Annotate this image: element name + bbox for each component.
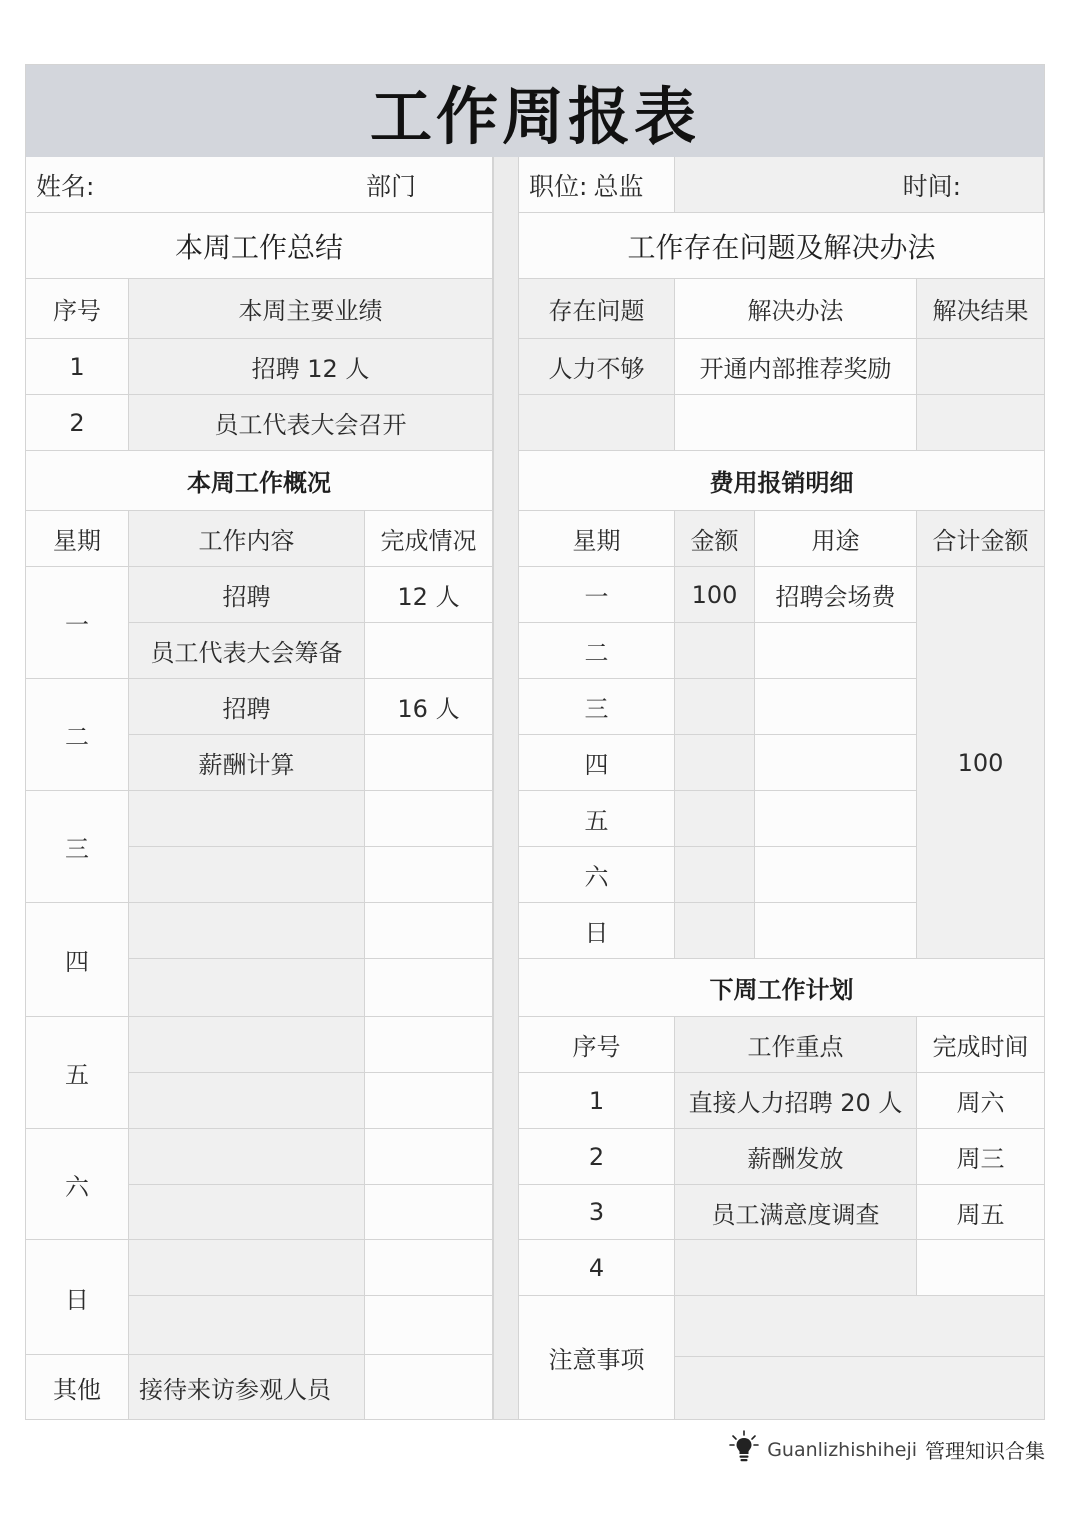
expenses-day-cell: 四 [519,735,675,791]
expenses-amount-cell[interactable] [675,847,755,903]
overview-status-cell[interactable] [365,1240,493,1296]
overview-status-cell[interactable] [365,1185,493,1240]
expenses-purpose-cell[interactable] [755,679,917,735]
name-field[interactable] [26,157,493,213]
overview-day: 四 [26,903,129,1017]
expenses-purpose-cell[interactable] [755,791,917,847]
expenses-purpose-cell[interactable] [755,735,917,791]
overview-content-cell[interactable] [129,1185,365,1240]
expenses-amount-cell[interactable] [675,791,755,847]
expenses-amount-cell[interactable] [675,679,755,735]
summary-row-no: 2 [26,395,129,451]
expenses-day-cell: 二 [519,623,675,679]
expenses-day-cell: 日 [519,903,675,959]
overview-col-content: 工作内容 [129,511,365,567]
name-label: 姓名: [36,171,95,201]
plan-no-cell: 2 [519,1129,675,1185]
overview-status-cell[interactable] [365,623,493,679]
plan-no-cell: 1 [519,1073,675,1129]
expenses-col-amount: 金额 [675,511,755,567]
overview-day: 三 [26,791,129,903]
overview-status-cell[interactable]: 16 人 [365,679,493,735]
issues-col-problem: 存在问题 [519,279,675,339]
footer-site: Guanlizhishiheji [767,1438,917,1461]
overview-content-cell[interactable]: 招聘 [129,679,365,735]
expenses-purpose-cell[interactable] [755,623,917,679]
expenses-amount-cell[interactable]: 100 [675,567,755,623]
lightbulb-icon [729,1430,759,1469]
overview-content-cell[interactable] [129,1017,365,1073]
position-field[interactable] [519,157,675,213]
expenses-purpose-cell[interactable] [755,847,917,903]
overview-status-cell[interactable] [365,735,493,791]
plan-time-cell[interactable] [917,1240,1044,1296]
plan-focus-cell[interactable]: 员工满意度调查 [675,1185,917,1240]
overview-heading: 本周工作概况 [26,451,493,511]
report-title: 工作周报表 [26,65,1044,157]
position-label: 职位: [529,171,588,201]
overview-status-cell[interactable] [365,847,493,903]
dept-label: 部门 [366,171,417,201]
summary-row-perf[interactable]: 员工代表大会召开 [129,395,493,451]
overview-content-cell[interactable] [129,847,365,903]
issues-heading: 工作存在问题及解决办法 [519,213,1044,279]
plan-focus-cell[interactable]: 薪酬发放 [675,1129,917,1185]
overview-status-cell[interactable] [365,1129,493,1185]
expenses-amount-cell[interactable] [675,623,755,679]
expenses-col-day: 星期 [519,511,675,567]
overview-day: 一 [26,567,129,679]
notes-line[interactable] [675,1296,1044,1357]
overview-content-cell[interactable]: 招聘 [129,567,365,623]
overview-day: 五 [26,1017,129,1129]
overview-content-cell[interactable] [129,1129,365,1185]
overview-col-status: 完成情况 [365,511,493,567]
plan-no-cell: 3 [519,1185,675,1240]
issues-col-result: 解决结果 [917,279,1044,339]
overview-status-cell[interactable] [365,791,493,847]
plan-col-no: 序号 [519,1017,675,1073]
plan-time-cell[interactable]: 周六 [917,1073,1044,1129]
plan-time-cell[interactable]: 周三 [917,1129,1044,1185]
overview-status-cell[interactable] [365,1073,493,1129]
plan-focus-cell[interactable] [675,1240,917,1296]
overview-status-cell[interactable] [365,1296,493,1355]
expenses-day-cell: 六 [519,847,675,903]
overview-content-cell[interactable]: 员工代表大会筹备 [129,623,365,679]
plan-col-time: 完成时间 [917,1017,1044,1073]
expenses-purpose-cell[interactable]: 招聘会场费 [755,567,917,623]
summary-heading: 本周工作总结 [26,213,493,279]
other-label: 其他 [26,1355,129,1419]
overview-content-cell[interactable] [129,1073,365,1129]
expenses-day-cell: 三 [519,679,675,735]
weekly-report-sheet [25,64,1045,1420]
plan-time-cell[interactable]: 周五 [917,1185,1044,1240]
summary-col-no: 序号 [26,279,129,339]
expenses-day-cell: 一 [519,567,675,623]
overview-status-cell[interactable] [365,903,493,959]
other-extra-cell[interactable] [365,1355,493,1419]
expenses-heading: 费用报销明细 [519,451,1044,511]
expenses-day-cell: 五 [519,791,675,847]
position-value: 总监 [593,171,644,201]
notes-label: 注意事项 [519,1296,675,1419]
overview-content-cell[interactable] [129,959,365,1017]
expenses-col-total: 合计金额 [917,511,1044,567]
issues-col-solution: 解决办法 [675,279,917,339]
time-label: 时间: [902,171,961,201]
issues-solution-cell[interactable] [675,395,917,451]
plan-no-cell: 4 [519,1240,675,1296]
plan-focus-cell[interactable]: 直接人力招聘 20 人 [675,1073,917,1129]
issues-problem-cell[interactable]: 人力不够 [519,339,675,395]
overview-content-cell[interactable] [129,1240,365,1296]
expenses-col-purpose: 用途 [755,511,917,567]
overview-day: 六 [26,1129,129,1240]
overview-content-cell[interactable] [129,791,365,847]
plan-heading: 下周工作计划 [519,959,1044,1017]
footer-brand: 管理知识合集 [925,1439,1045,1463]
issues-result-cell[interactable] [917,395,1044,451]
time-field[interactable] [675,157,1044,213]
column-gutter [493,157,519,1419]
issues-result-cell[interactable] [917,339,1044,395]
issues-solution-cell[interactable]: 开通内部推荐奖励 [675,339,917,395]
other-value[interactable]: 接待来访参观人员 [129,1355,365,1419]
overview-day: 二 [26,679,129,791]
overview-status-cell[interactable]: 12 人 [365,567,493,623]
expenses-amount-cell[interactable] [675,903,755,959]
overview-status-cell[interactable] [365,959,493,1017]
overview-content-cell[interactable]: 薪酬计算 [129,735,365,791]
overview-day: 日 [26,1240,129,1355]
overview-status-cell[interactable] [365,1017,493,1073]
expenses-amount-cell[interactable] [675,735,755,791]
summary-row-perf[interactable]: 招聘 12 人 [129,339,493,395]
expenses-total-cell[interactable]: 100 [917,567,1044,959]
overview-content-cell[interactable] [129,1296,365,1355]
expenses-purpose-cell[interactable] [755,903,917,959]
overview-content-cell[interactable] [129,903,365,959]
overview-col-day: 星期 [26,511,129,567]
issues-problem-cell[interactable] [519,395,675,451]
footer [729,1430,1045,1469]
notes-line[interactable] [675,1357,1044,1419]
plan-col-focus: 工作重点 [675,1017,917,1073]
summary-row-no: 1 [26,339,129,395]
summary-col-perf: 本周主要业绩 [129,279,493,339]
